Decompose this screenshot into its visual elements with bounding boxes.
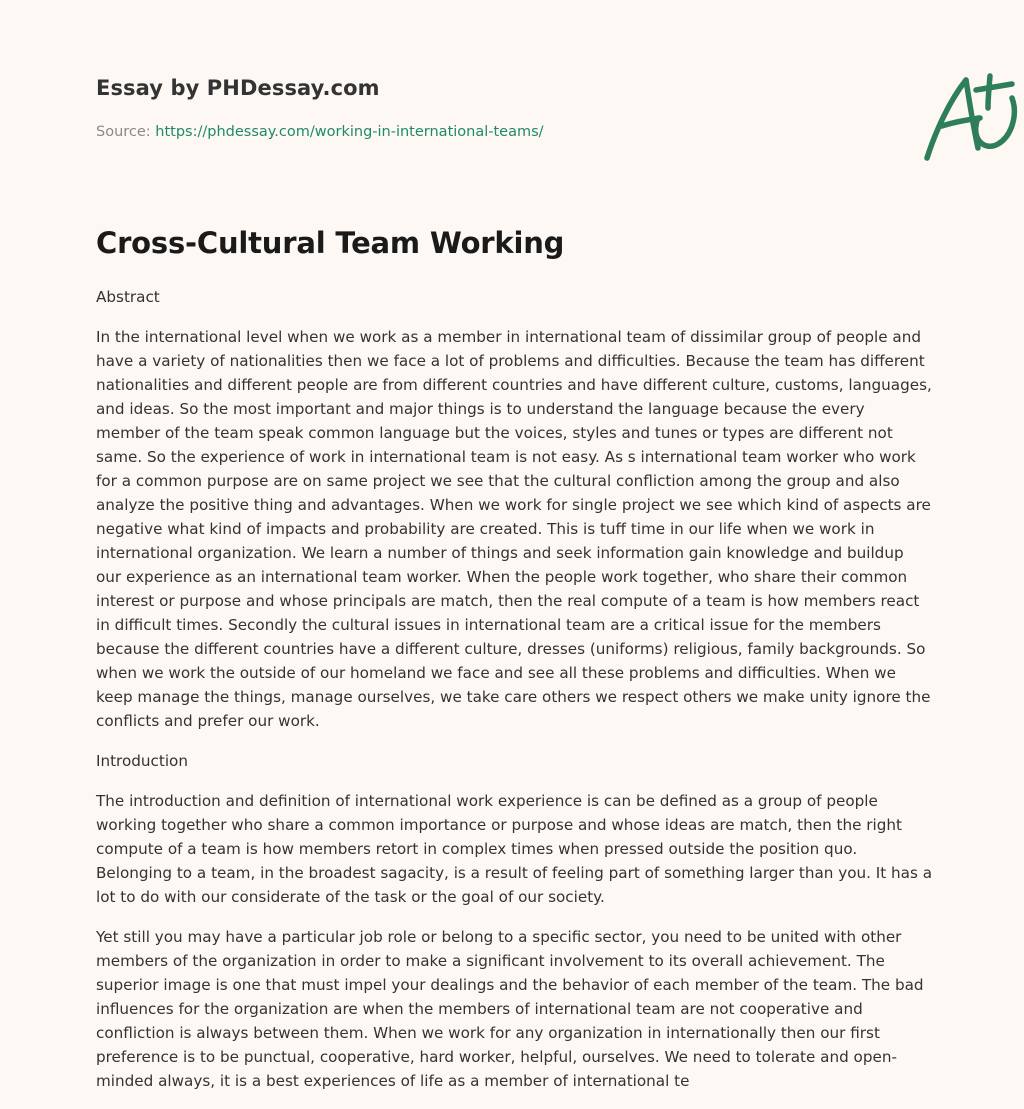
abstract-paragraph: In the international level when we work as a member in international team of dissimilar group of people and have a variety of nationalities then we face a lot of problems and difficulties. Because the team has different nationalities and different people are from different countries and have different culture, customs, languages, and ideas. So the most important and major things is to understand the language because the every member of the team speak common language but the voices, styles and tunes or types are different not same. So the experience of work in international team is not easy. As s international team worker who work for a common purpose are on same project we see that the cultural confliction among the group and also analyze the positive thing and advantages. When we work for single project we see which kind of aspects are negative what kind of impacts and probability are created. This is tuff time in our life when we work in international organization. We learn a number of things and seek information gain knowledge and buildup our experience as an international team worker. When the people work together, who share their common interest or purpose and whose principals are match, then the real compute of a team is how members react in difficult times. Secondly the cultural issues in international team are a critical issue for the members because the different countries have a different culture, dresses (uniforms) religious, family backgrounds. So when we work the outside of our homeland we face and see all these problems and difficulties. When we keep manage the things, manage ourselves, we take care others we respect others we make unity ignore the conflicts and prefer our work.: [96, 328, 932, 730]
essay-body: [96, 285, 932, 1109]
site-brand: Essay by PHDessay.com: [96, 76, 380, 100]
introduction-heading: Introduction: [96, 752, 188, 770]
source-link[interactable]: https://phdessay.com/working-in-international-teams/: [155, 124, 544, 140]
essay-title: Cross-Cultural Team Working: [96, 226, 565, 260]
a-plus-logo-icon: [920, 68, 1024, 164]
abstract-heading: Abstract: [96, 288, 160, 306]
introduction-paragraph-2: Yet still you may have a particular job role or belong to a specific sector, you need to be united with other members of the organization in order to make a significant involvement to its overall achievement. The superior image is one that must impel your dealings and the behavior of each member of the team. The bad influences for the organization are when the members of international team are not cooperative and confliction is always between them. When we work for any organization in internationally then our first preference is to be punctual, cooperative, hard worker, helpful, ourselves. We need to tolerate and open-minded always, it is a best experiences of life as a member of international te: [96, 928, 924, 1090]
source-line: [96, 124, 544, 140]
introduction-paragraph-1: The introduction and definition of international work experience is can be defined as a group of people working together who share a common importance or purpose and whose ideas are match, then the right compute of a team is how members retort in complex times when pressed outside the position quo. Belonging to a team, in the broadest sagacity, is a result of feeling part of something larger than you. It has a lot to do with our considerate of the task or the goal of our society.: [96, 792, 933, 906]
source-label: Source:: [96, 124, 151, 140]
